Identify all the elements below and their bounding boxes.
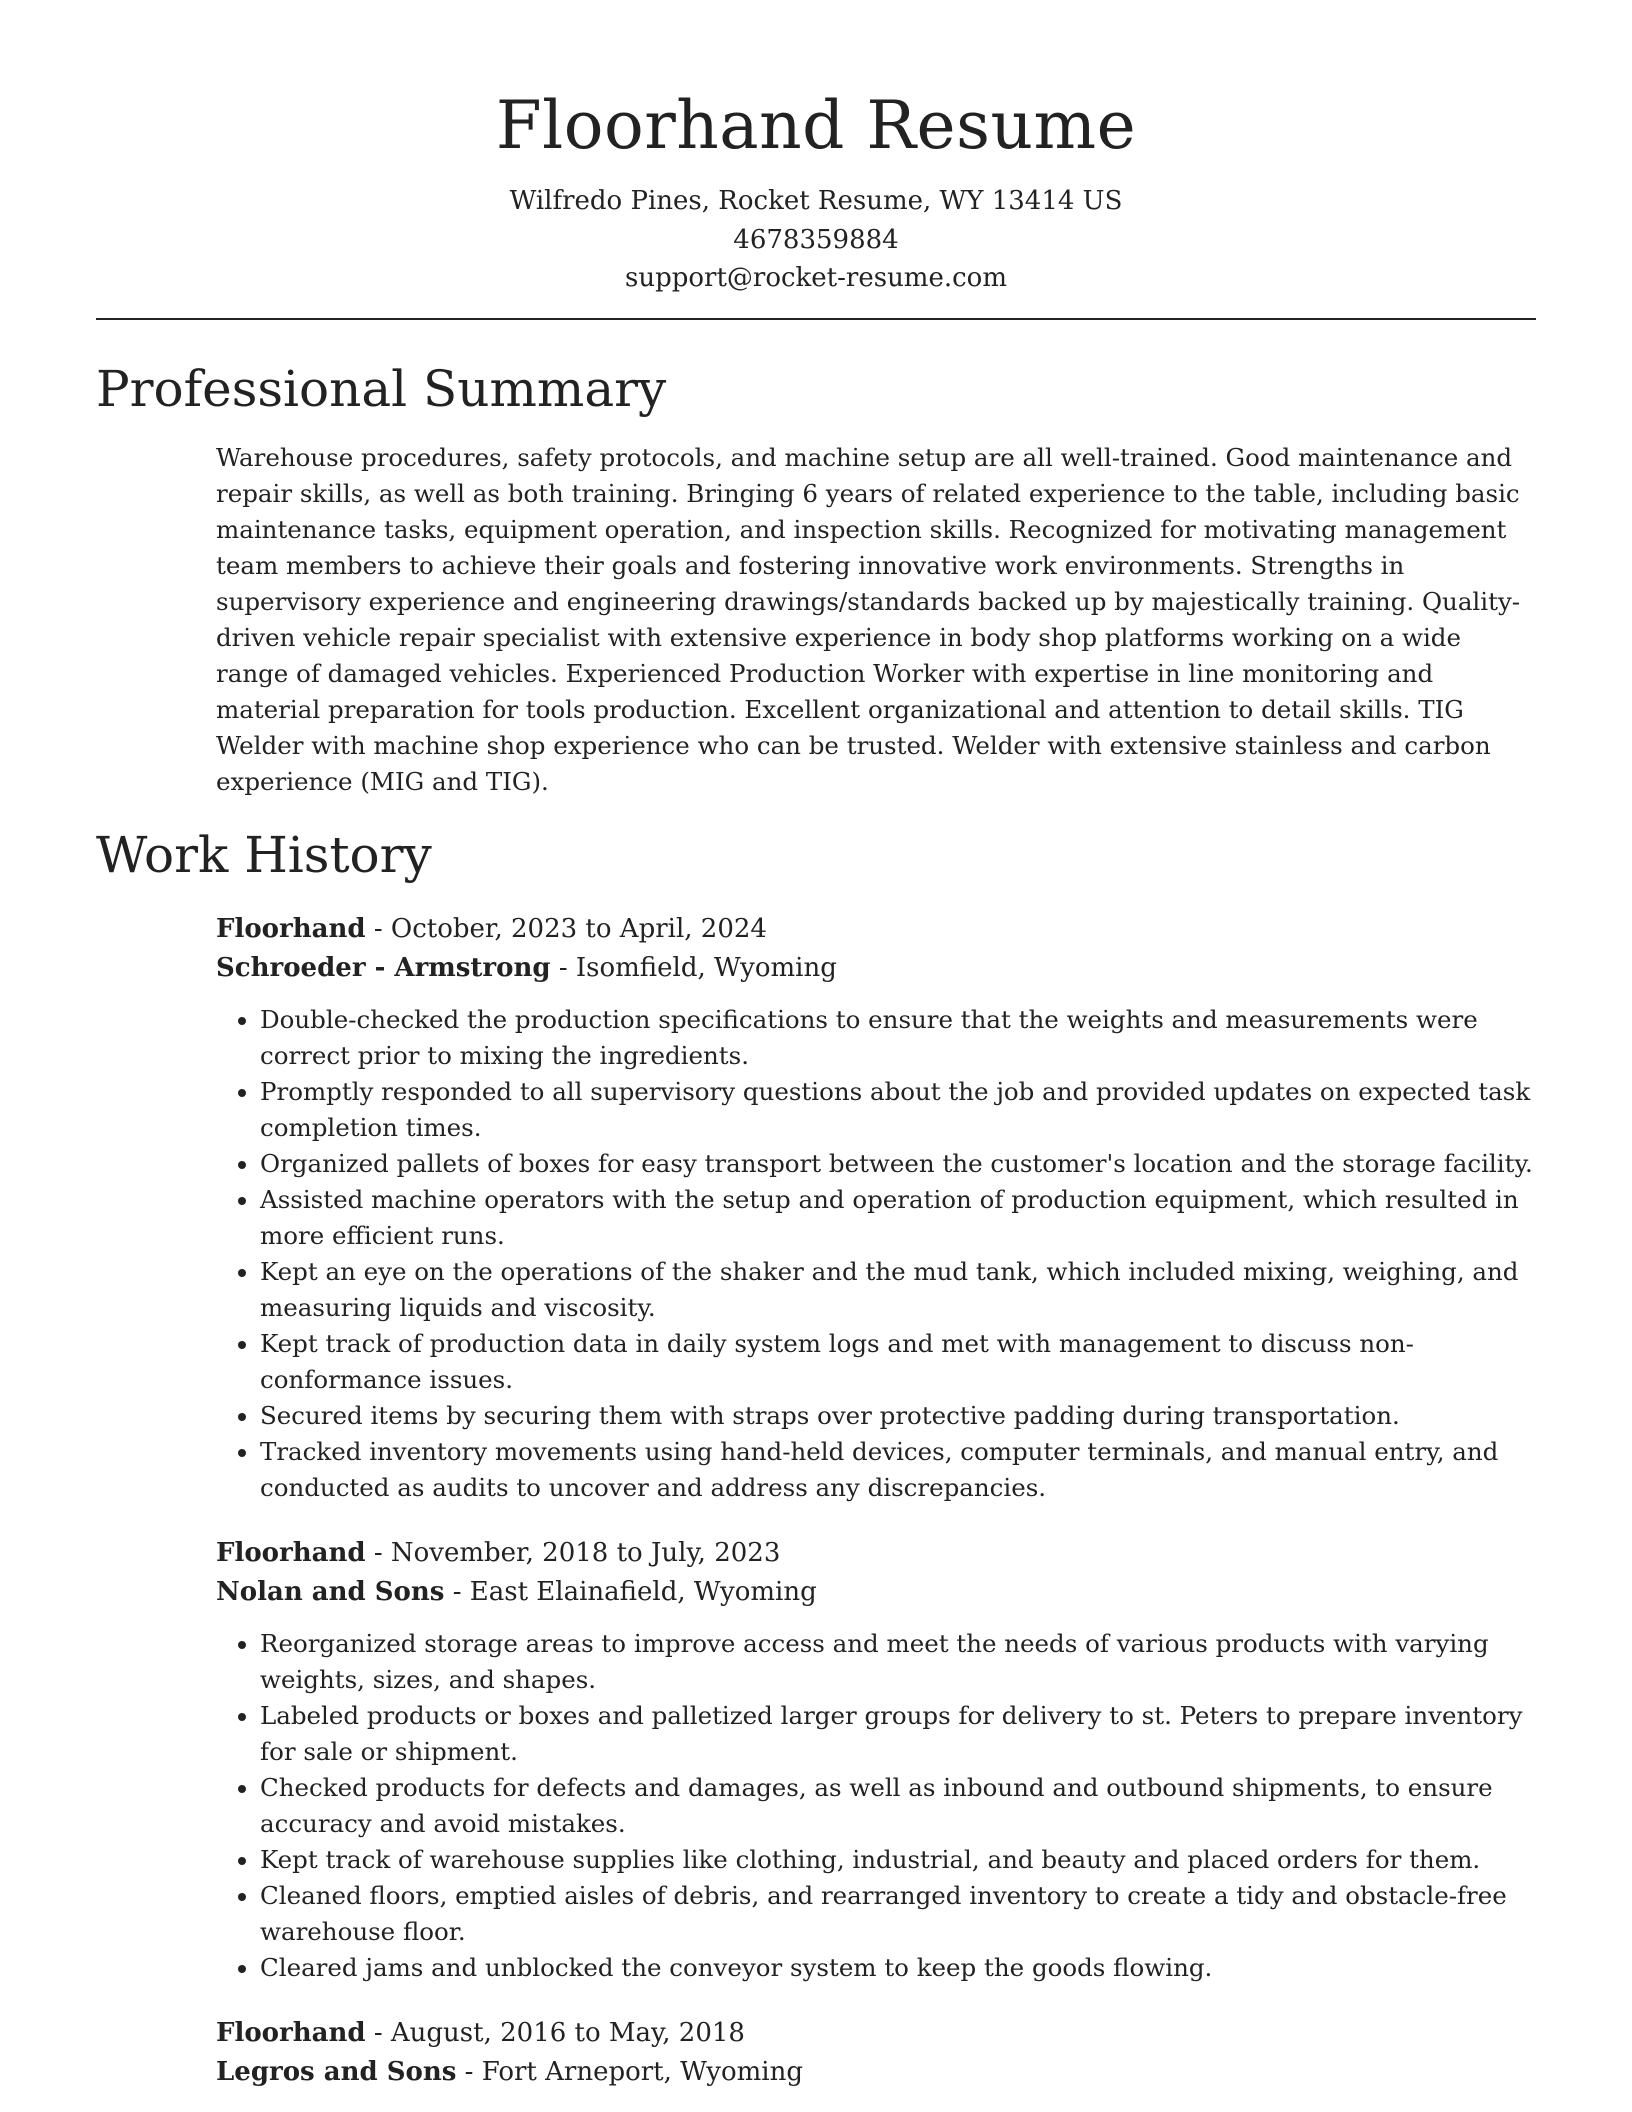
job-entry: [216, 2014, 1536, 2093]
job-title-line: Floorhand - August, 2016 to May, 2018: [216, 2017, 745, 2048]
duty-item: • Tracked inventory movements using hand-held devices, computer terminals, and manual entry, and conducted as audits to uncover and address any discrepancies.: [260, 1434, 1536, 1506]
resume-page: [96, 0, 1536, 2093]
duty-item: • Kept track of production data in daily system logs and met with management to discuss non-conformance issues.: [260, 1326, 1536, 1398]
duty-item: • Cleaned floors, emptied aisles of debris, and rearranged inventory to create a tidy and obstacle-free warehouse floor.: [260, 1878, 1536, 1950]
summary-text: Warehouse procedures, safety protocols, and machine setup are all well-trained. Good maintenance and repair skills, as well as both training. Bringing 6 years of related experience to the table, including basic maintenance tasks, equipment operation, and inspection skills. Recognized for motivating management team members to achieve their goals and fostering innovative work environments. Strengths in supervisory experience and engineering drawings/standards backed up by majestically training. Quality-driven vehicle repair specialist with extensive experience in body shop platforms working on a wide range of damaged vehicles. Experienced Production Worker with expertise in line monitoring and material preparation for tools production. Excellent organizational and attention to detail skills. TIG Welder with machine shop experience who can be trusted. Welder with extensive stainless and carbon experience (MIG and TIG).: [216, 442, 1521, 796]
job-duties-list: [216, 1626, 1536, 1986]
duty-item: • Promptly responded to all supervisory questions about the job and provided updates on expected task completion times.: [260, 1074, 1536, 1146]
job-location: East Elainafield, Wyoming: [469, 1577, 817, 1607]
job-company-line: Schroeder - Armstrong - Isomfield, Wyoming: [216, 953, 837, 983]
header-divider: [96, 318, 1536, 320]
job-company: Nolan and Sons: [216, 1577, 445, 1607]
duty-item: • Secured items by securing them with straps over protective padding during transportation.: [260, 1398, 1536, 1434]
contact-phone: 4678359884: [733, 224, 899, 255]
work-history-section: [96, 820, 1536, 2093]
job-entry: [216, 1534, 1536, 1986]
summary-heading: Professional Summary: [96, 359, 667, 418]
job-title: Floorhand: [216, 1537, 366, 1568]
duty-item: • Checked products for defects and damages, as well as inbound and outbound shipments, to ensure accuracy and avoid mistakes.: [260, 1770, 1536, 1842]
job-dates: August, 2016 to May, 2018: [390, 2017, 745, 2048]
job-title: Floorhand: [216, 2017, 366, 2048]
duty-item: • Reorganized storage areas to improve access and meet the needs of various products with varying weights, sizes, and shapes.: [260, 1626, 1536, 1698]
duty-item: • Double-checked the production specifications to ensure that the weights and measurements were correct prior to mixing the ingredients.: [260, 1002, 1536, 1074]
duty-item: • Cleared jams and unblocked the conveyor system to keep the goods flowing.: [260, 1950, 1536, 1986]
duty-item: • Organized pallets of boxes for easy transport between the customer's location and the storage facility.: [260, 1146, 1536, 1182]
contact-block: [96, 182, 1536, 298]
job-entry: [216, 910, 1536, 1506]
job-company: Legros and Sons: [216, 2057, 457, 2087]
job-location: Fort Arneport, Wyoming: [481, 2057, 804, 2087]
job-location: Isomfield, Wyoming: [575, 953, 837, 983]
duty-item: • Assisted machine operators with the setup and operation of production equipment, which resulted in more efficient runs.: [260, 1182, 1536, 1254]
duty-item: • Kept an eye on the operations of the shaker and the mud tank, which included mixing, weighing, and measuring liquids and viscosity.: [260, 1254, 1536, 1326]
contact-address: Wilfredo Pines, Rocket Resume, WY 13414 US: [509, 186, 1123, 216]
job-title-line: Floorhand - November, 2018 to July, 2023: [216, 1537, 781, 1568]
job-dates: October, 2023 to April, 2024: [390, 913, 767, 944]
job-title-line: Floorhand - October, 2023 to April, 2024: [216, 913, 767, 944]
job-duties-list: [216, 1002, 1536, 1506]
job-title: Floorhand: [216, 913, 366, 944]
contact-email: support@rocket-resume.com: [624, 263, 1007, 293]
job-company: Schroeder - Armstrong: [216, 953, 551, 983]
work-history-heading: Work History: [96, 825, 432, 884]
job-dates: November, 2018 to July, 2023: [390, 1537, 781, 1568]
resume-title: Floorhand Resume: [495, 87, 1137, 164]
duty-item: • Kept track of warehouse supplies like clothing, industrial, and beauty and placed orders for them.: [260, 1842, 1536, 1878]
professional-summary-section: [96, 354, 1536, 800]
job-company-line: Legros and Sons - Fort Arneport, Wyoming: [216, 2057, 804, 2087]
job-company-line: Nolan and Sons - East Elainafield, Wyoming: [216, 1577, 817, 1607]
duty-item: • Labeled products or boxes and palletized larger groups for delivery to st. Peters to prepare inventory for sale or shipment.: [260, 1698, 1536, 1770]
